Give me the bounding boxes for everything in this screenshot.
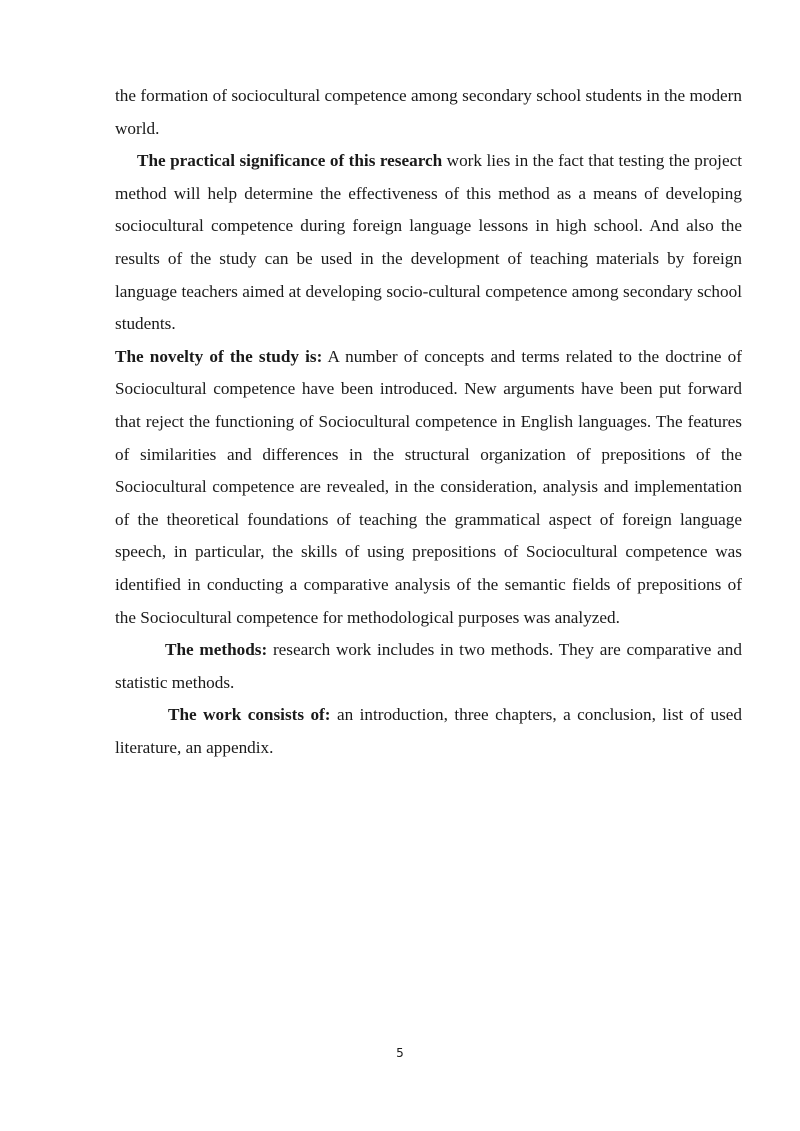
practical-significance-text: work lies in the fact that testing the project method will help determine the effectiveness of this method as a means of developing sociocultural competence during foreign language lessons in high school. And also the results of the study can be used in the development of teaching materials by foreign language teachers aimed at developing socio-cultural competence among secondary school students. (115, 151, 742, 334)
paragraph-formation (115, 80, 742, 145)
paragraph-formation-text: the formation of sociocultural competence among secondary school students in the modern world. (115, 86, 742, 138)
paragraph-methods (115, 634, 742, 699)
body-text (115, 80, 742, 764)
methods-text: research work includes in two methods. They are comparative and statistic methods. (115, 640, 742, 692)
paragraph-practical-significance (115, 145, 742, 341)
methods-heading: The methods: (165, 640, 268, 660)
paragraph-novelty (115, 341, 742, 634)
page-number: 5 (396, 1046, 404, 1060)
work-structure-text: an introduction, three chapters, a conclusion, list of used literature, an appendix. (115, 705, 743, 757)
novelty-heading: The novelty of the study is: (115, 346, 323, 366)
paragraph-work-structure (115, 699, 742, 764)
practical-significance-heading: The practical significance of this research (137, 151, 443, 171)
novelty-text: A number of concepts and terms related to the doctrine of Sociocultural competence have been introduced. New arguments have been put forward that reject the functioning of Sociocultural competence in English languages. The features of similarities and differences in the structural organization of prepositions of the Sociocultural competence are revealed, in the consideration, analysis and implementation of the theoretical foundations of teaching the grammatical aspect of foreign language speech, in particular, the skills of using prepositions of Sociocultural competence was identified in conducting a comparative analysis of the semantic fields of prepositions of the Sociocultural competence for methodological purposes was analyzed. (115, 346, 742, 627)
work-structure-heading: The work consists of: (168, 705, 331, 725)
